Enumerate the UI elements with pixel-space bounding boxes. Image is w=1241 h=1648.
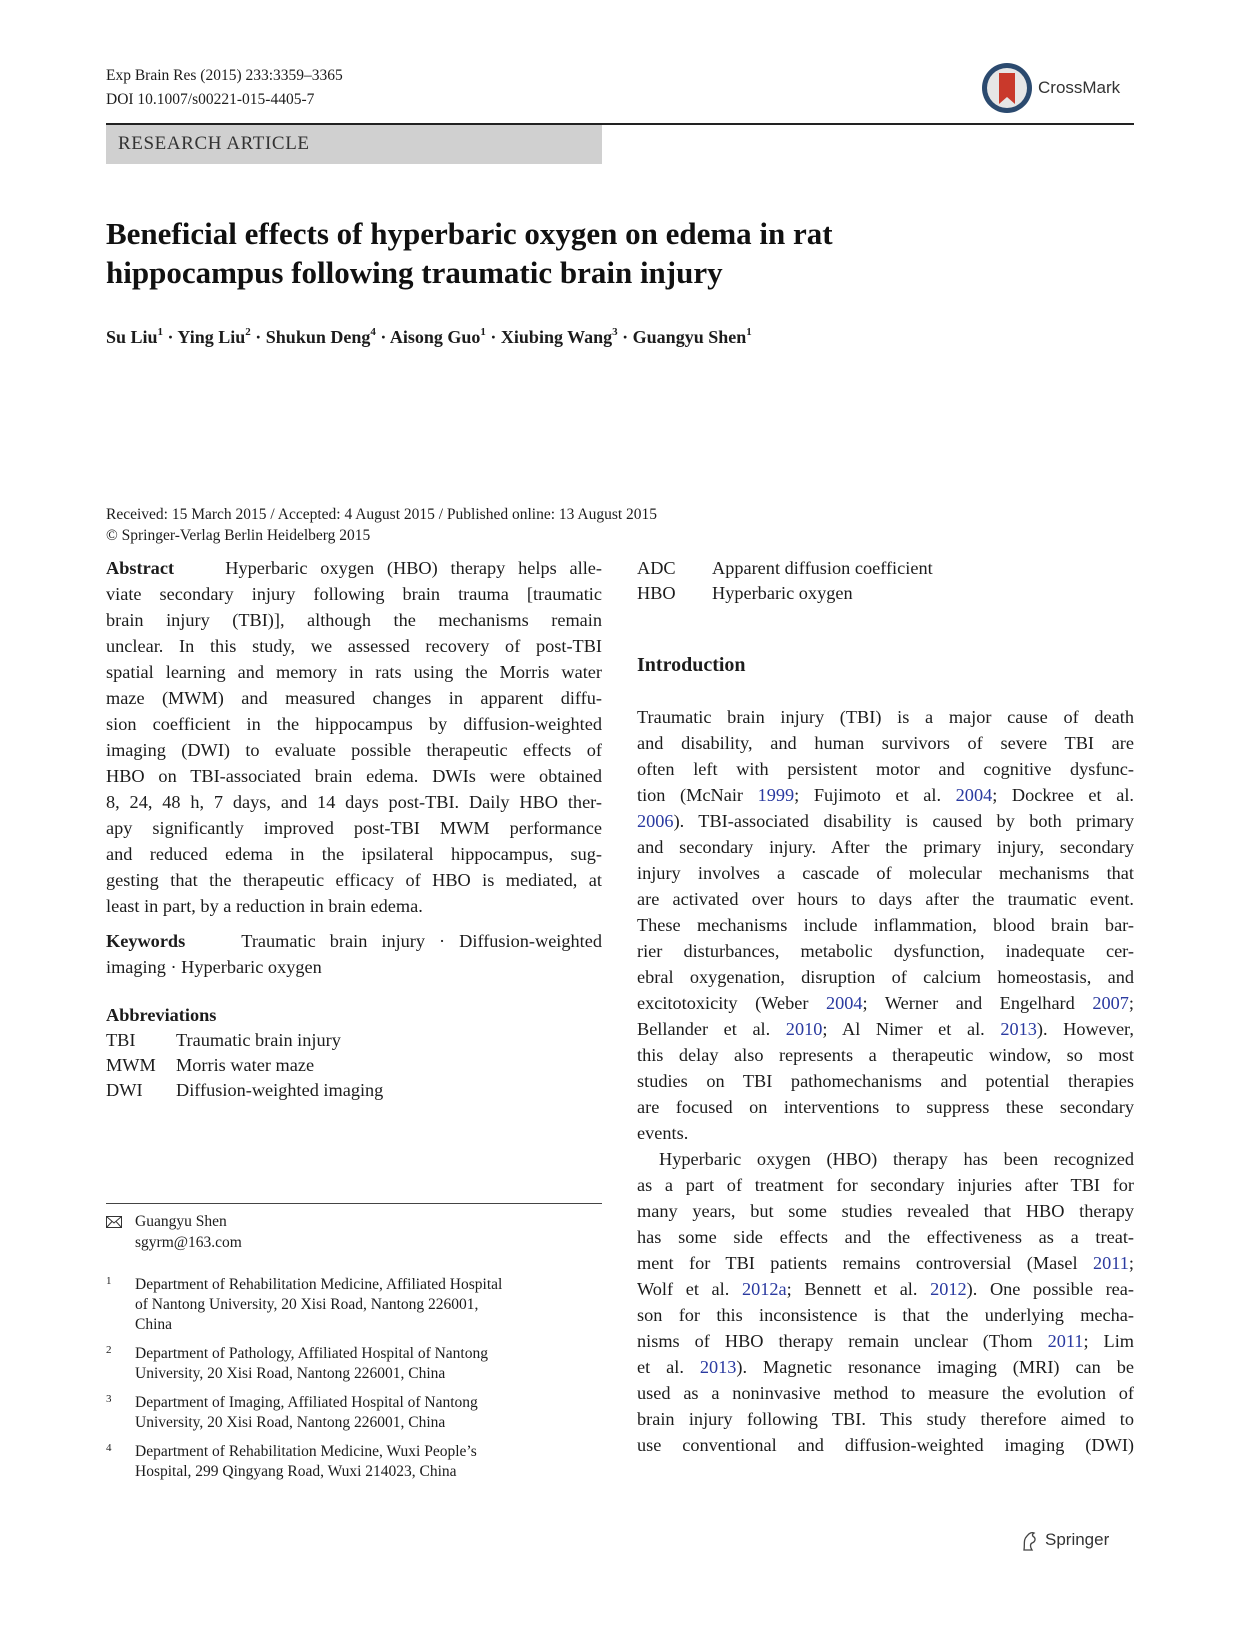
abstract-line bbox=[106, 555, 602, 581]
author-name: Aisong Guo bbox=[389, 327, 481, 347]
abbreviation-value: Traumatic brain injury bbox=[176, 1030, 341, 1050]
intro-text: are focused on interventions to suppress these secondary bbox=[637, 1097, 1134, 1117]
article-type-banner bbox=[106, 125, 602, 164]
intro-text: use conventional and diffusion-weighted imaging (DWI) bbox=[637, 1435, 1134, 1455]
abstract-line bbox=[106, 737, 602, 763]
intro-line bbox=[637, 990, 1134, 1016]
intro-line bbox=[637, 1328, 1134, 1354]
affiliation-line: Department of Pathology, Affiliated Hospital of Nantong bbox=[135, 1345, 488, 1362]
intro-text: These mechanisms include inflammation, blood brain bar- bbox=[637, 915, 1134, 935]
intro-text: and disability, and human survivors of severe TBI are bbox=[637, 733, 1134, 753]
abstract-line bbox=[106, 815, 602, 841]
abstract-line bbox=[106, 893, 602, 919]
abbreviation-value: Hyperbaric oxygen bbox=[712, 583, 853, 603]
intro-text: rier disturbances, metabolic dysfunction, inadequate cer- bbox=[637, 941, 1134, 961]
intro-text: used as a noninvasive method to measure the evolution of bbox=[637, 1383, 1134, 1403]
affiliation-line: Department of Rehabilitation Medicine, Affiliated Hospital bbox=[135, 1276, 503, 1293]
intro-text: et al. bbox=[637, 1357, 700, 1377]
intro-text: son for this inconsistence is that the underlying mecha- bbox=[637, 1305, 1134, 1325]
intro-line bbox=[637, 704, 1134, 730]
intro-text: brain injury following TBI. This study therefore aimed to bbox=[637, 1409, 1134, 1429]
title-line: Beneficial effects of hyperbaric oxygen on edema in rat bbox=[106, 216, 833, 251]
affiliation-line: Department of Rehabilitation Medicine, Wuxi People’s bbox=[135, 1443, 477, 1460]
intro-text: tion (McNair bbox=[637, 785, 758, 805]
crossmark-badge[interactable] bbox=[980, 60, 1130, 118]
intro-line bbox=[637, 886, 1134, 912]
intro-text: Bellander et al. bbox=[637, 1019, 786, 1039]
intro-line bbox=[637, 730, 1134, 756]
abstract-text: sion coefficient in the hippocampus by diffusion-weighted bbox=[106, 714, 602, 734]
intro-text: ; Lim bbox=[1083, 1331, 1134, 1351]
abstract-text: least in part, by a reduction in brain edema. bbox=[106, 896, 423, 916]
abstract-text: HBO on TBI-associated brain edema. DWIs were obtained bbox=[106, 766, 602, 786]
abstract-line bbox=[106, 633, 602, 659]
abstract-text: viate secondary injury following brain trauma [traumatic bbox=[106, 584, 602, 604]
abstract-text: unclear. In this study, we assessed recovery of post-TBI bbox=[106, 636, 602, 656]
intro-line bbox=[637, 1432, 1134, 1458]
intro-text: nisms of HBO therapy remain unclear (Thom bbox=[637, 1331, 1048, 1351]
author-affiliation-marker: 1 bbox=[746, 326, 752, 338]
author-name: Guangyu Shen bbox=[632, 327, 747, 347]
intro-text: ; bbox=[1128, 993, 1134, 1013]
citation-link[interactable]: 2012a bbox=[741, 1279, 787, 1299]
intro-text: excitotoxicity (Weber bbox=[637, 993, 826, 1013]
author-name: Shukun Deng bbox=[265, 327, 371, 347]
intro-text: studies on TBI pathomechanisms and potential therapies bbox=[637, 1071, 1134, 1091]
abbreviation-key: ADC bbox=[637, 558, 676, 578]
corresponding-email[interactable]: sgyrm@163.com bbox=[135, 1234, 242, 1251]
affiliation-number: 4 bbox=[106, 1442, 112, 1454]
intro-text: and secondary injury. After the primary injury, secondary bbox=[637, 837, 1134, 857]
intro-text: Hyperbaric oxygen (HBO) therapy has been recognized bbox=[659, 1149, 1134, 1169]
abstract bbox=[106, 555, 602, 919]
crossmark-label: CrossMark bbox=[1038, 78, 1121, 97]
article-title bbox=[106, 214, 1006, 292]
envelope-icon bbox=[106, 1216, 122, 1228]
citation-link[interactable]: 2012 bbox=[930, 1279, 967, 1299]
intro-text: this delay also represents a therapeutic window, so most bbox=[637, 1045, 1134, 1065]
citation-link[interactable]: 2011 bbox=[1047, 1331, 1084, 1351]
abstract-line bbox=[106, 841, 602, 867]
author-list bbox=[106, 326, 752, 348]
intro-line bbox=[637, 1406, 1134, 1432]
intro-line bbox=[637, 1380, 1134, 1406]
abstract-text: and reduced edema in the ipsilateral hippocampus, sug- bbox=[106, 844, 602, 864]
abstract-text: maze (MWM) and measured changes in apparent diffu- bbox=[106, 688, 602, 708]
intro-line bbox=[637, 756, 1134, 782]
abbreviation-key: TBI bbox=[106, 1030, 136, 1050]
intro-text: are activated over hours to days after the traumatic event. bbox=[637, 889, 1134, 909]
affiliation-line: China bbox=[135, 1316, 173, 1333]
intro-text: ; Dockree et al. bbox=[992, 785, 1134, 805]
intro-text: ). TBI-associated disability is caused by both primary bbox=[673, 811, 1134, 831]
intro-line bbox=[637, 1250, 1134, 1276]
intro-line bbox=[637, 808, 1134, 834]
intro-line bbox=[637, 1172, 1134, 1198]
article-type: RESEARCH ARTICLE bbox=[118, 133, 310, 154]
publisher-logo: Springer bbox=[1045, 1530, 1110, 1549]
intro-line bbox=[637, 1302, 1134, 1328]
intro-line bbox=[637, 1068, 1134, 1094]
abstract-text: imaging (DWI) to evaluate possible therapeutic effects of bbox=[106, 740, 602, 760]
abstract-text: 8, 24, 48 h, 7 days, and 14 days post-TBI. Daily HBO ther- bbox=[106, 792, 602, 812]
intro-line bbox=[637, 1198, 1134, 1224]
intro-text: ; Werner and Engelhard bbox=[862, 993, 1093, 1013]
intro-line bbox=[637, 964, 1134, 990]
intro-line bbox=[637, 860, 1134, 886]
intro-text: ; Al Nimer et al. bbox=[822, 1019, 1001, 1039]
footnote-rule bbox=[106, 1203, 602, 1204]
citation-link[interactable]: 2004 bbox=[825, 993, 863, 1013]
author-separator: · bbox=[163, 327, 178, 347]
citation-link[interactable]: 2007 bbox=[1092, 993, 1129, 1013]
citation-link[interactable]: 2006 bbox=[637, 811, 674, 831]
affiliation bbox=[106, 1274, 602, 1337]
journal-citation bbox=[106, 64, 343, 112]
author-name: Su Liu bbox=[106, 327, 158, 347]
intro-text: often left with persistent motor and cognitive dysfunc- bbox=[637, 759, 1134, 779]
abstract-line bbox=[106, 685, 602, 711]
citation-link[interactable]: 2011 bbox=[1093, 1253, 1129, 1273]
keywords-line: Traumatic brain injury · Diffusion-weighted bbox=[241, 931, 602, 951]
intro-text: ; Bennett et al. bbox=[786, 1279, 931, 1299]
abbreviation-value: Morris water maze bbox=[176, 1055, 315, 1075]
citation-link[interactable]: 1999 bbox=[757, 785, 795, 805]
author-affiliation-marker: 2 bbox=[245, 326, 251, 338]
affiliation-line: University, 20 Xisi Road, Nantong 226001, China bbox=[135, 1365, 446, 1382]
journal-volume: Exp Brain Res (2015) 233:3359–3365 bbox=[106, 67, 343, 84]
intro-text: Wolf et al. bbox=[637, 1279, 742, 1299]
intro-line bbox=[637, 1224, 1134, 1250]
intro-line bbox=[637, 1094, 1134, 1120]
history-dates: Received: 15 March 2015 / Accepted: 4 August 2015 / Published online: 13 August 2015 bbox=[106, 506, 658, 523]
abstract-text: apy significantly improved post-TBI MWM performance bbox=[106, 818, 602, 838]
abstract-line bbox=[106, 763, 602, 789]
affiliation-line: Hospital, 299 Qingyang Road, Wuxi 214023, China bbox=[135, 1463, 457, 1480]
intro-text: injury involves a cascade of molecular mechanisms that bbox=[637, 863, 1134, 883]
abbreviation-key: HBO bbox=[637, 583, 676, 603]
doi: DOI 10.1007/s00221-015-4405-7 bbox=[106, 91, 315, 108]
section-heading-introduction: Introduction bbox=[637, 654, 746, 676]
abstract-line bbox=[106, 711, 602, 737]
affiliation-line: of Nantong University, 20 Xisi Road, Nantong 226001, bbox=[135, 1296, 479, 1313]
abstract-line bbox=[106, 789, 602, 815]
citation-link[interactable]: 2013 bbox=[699, 1357, 737, 1377]
affiliation-number: 3 bbox=[106, 1393, 112, 1405]
intro-text: has some side effects and the effectiveness as a treat- bbox=[637, 1227, 1134, 1247]
citation-link[interactable]: 2004 bbox=[955, 785, 993, 805]
intro-text: ebral oxygenation, disruption of calcium homeostasis, and bbox=[637, 967, 1134, 987]
affiliation-line: University, 20 Xisi Road, Nantong 226001, China bbox=[135, 1414, 446, 1431]
affiliation-number: 2 bbox=[106, 1344, 112, 1356]
author-name: Xiubing Wang bbox=[500, 327, 613, 347]
abstract-line bbox=[106, 607, 602, 633]
intro-text: ). One possible rea- bbox=[966, 1279, 1135, 1299]
keywords bbox=[106, 928, 602, 980]
author-affiliation-marker: 4 bbox=[370, 326, 376, 338]
correspondence bbox=[106, 1211, 602, 1253]
intro-text: events. bbox=[637, 1123, 689, 1143]
intro-text: ; Fujimoto et al. bbox=[794, 785, 956, 805]
author-name: Ying Liu bbox=[177, 327, 246, 347]
springer-horse-icon bbox=[1020, 1530, 1040, 1552]
introduction-body bbox=[637, 704, 1134, 1458]
publication-dates bbox=[106, 504, 657, 546]
intro-line bbox=[637, 1016, 1134, 1042]
abbreviation-value: Apparent diffusion coefficient bbox=[712, 558, 933, 578]
citation-link[interactable]: 2013 bbox=[1000, 1019, 1037, 1039]
keywords-line: imaging · Hyperbaric oxygen bbox=[106, 957, 322, 977]
author-affiliation-marker: 1 bbox=[157, 326, 164, 338]
affiliation bbox=[106, 1441, 602, 1483]
abstract-text: gesting that the therapeutic efficacy of HBO is mediated, at bbox=[106, 870, 602, 890]
intro-text: ment for TBI patients remains controversial (Masel bbox=[637, 1253, 1094, 1273]
intro-line bbox=[637, 1146, 1134, 1172]
citation-link[interactable]: 2010 bbox=[785, 1019, 823, 1039]
abstract-text: spatial learning and memory in rats using the Morris water bbox=[106, 662, 602, 682]
intro-line bbox=[637, 1120, 1134, 1146]
intro-line bbox=[637, 834, 1134, 860]
intro-line bbox=[637, 1276, 1134, 1302]
intro-text: Traumatic brain injury (TBI) is a major cause of death bbox=[637, 707, 1134, 727]
affiliation bbox=[106, 1343, 602, 1385]
abstract-line bbox=[106, 581, 602, 607]
intro-line bbox=[637, 912, 1134, 938]
intro-text: as a part of treatment for secondary injuries after TBI for bbox=[637, 1175, 1134, 1195]
intro-text: ). Magnetic resonance imaging (MRI) can be bbox=[736, 1357, 1134, 1377]
intro-text: ; bbox=[1128, 1253, 1134, 1273]
abbreviation-value: Diffusion-weighted imaging bbox=[176, 1080, 384, 1100]
author-separator: · bbox=[485, 327, 501, 347]
abbreviation-key: DWI bbox=[106, 1080, 143, 1100]
author-separator: · bbox=[250, 327, 266, 347]
keywords-label: Keywords bbox=[106, 931, 186, 951]
intro-text: ). However, bbox=[1036, 1019, 1134, 1039]
abbreviation-key: MWM bbox=[106, 1055, 156, 1075]
corresponding-author: Guangyu Shen bbox=[135, 1213, 227, 1230]
affiliation bbox=[106, 1392, 602, 1434]
abstract-line bbox=[106, 867, 602, 893]
affiliation-number: 1 bbox=[106, 1275, 112, 1287]
intro-line bbox=[637, 1354, 1134, 1380]
copyright: © Springer-Verlag Berlin Heidelberg 2015 bbox=[106, 527, 371, 544]
abstract-label: Abstract bbox=[106, 558, 175, 578]
title-line: hippocampus following traumatic brain injury bbox=[106, 255, 723, 290]
crossmark-icon bbox=[980, 60, 1036, 116]
intro-line bbox=[637, 782, 1134, 808]
intro-line bbox=[637, 1042, 1134, 1068]
intro-text: many years, but some studies revealed that HBO therapy bbox=[637, 1201, 1134, 1221]
author-separator: · bbox=[375, 327, 390, 347]
author-separator: · bbox=[617, 327, 633, 347]
abstract-text: brain injury (TBI)], although the mechanisms remain bbox=[106, 610, 602, 630]
abstract-line bbox=[106, 659, 602, 685]
abbreviations-heading: Abbreviations bbox=[106, 1005, 217, 1025]
abstract-text: Hyperbaric oxygen (HBO) therapy helps alle- bbox=[225, 558, 602, 578]
author-affiliation-marker: 3 bbox=[612, 326, 618, 338]
affiliation-line: Department of Imaging, Affiliated Hospital of Nantong bbox=[135, 1394, 478, 1411]
author-affiliation-marker: 1 bbox=[480, 326, 486, 338]
intro-line bbox=[637, 938, 1134, 964]
